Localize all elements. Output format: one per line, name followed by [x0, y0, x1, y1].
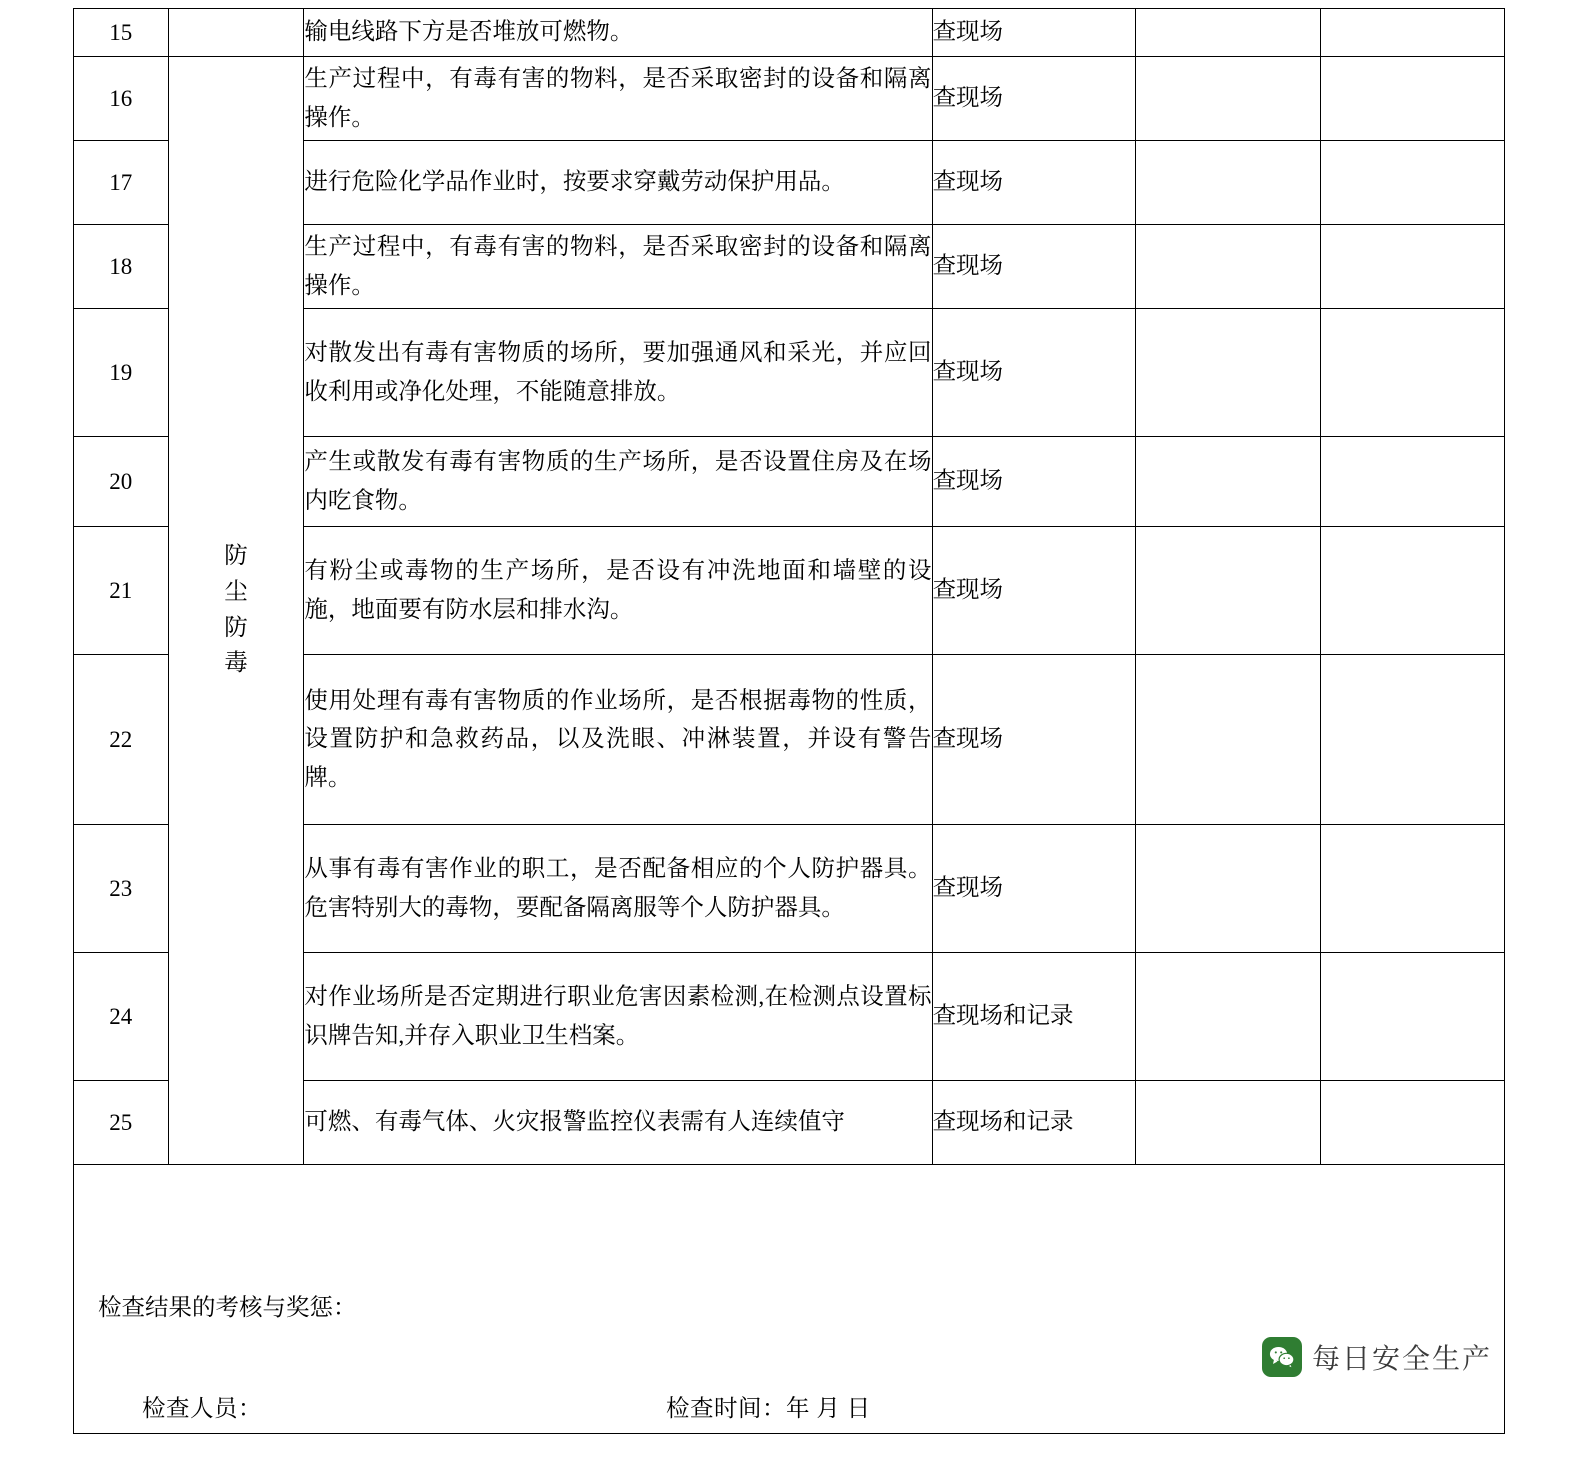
row-result-cell[interactable]	[1136, 527, 1320, 655]
row-result-cell[interactable]	[1136, 825, 1320, 953]
row-item-text: 生产过程中，有毒有害的物料，是否采取密封的设备和隔离操作。	[304, 57, 932, 141]
inspector-label[interactable]: 检查人员：	[142, 1396, 262, 1422]
row-item-text: 对散发出有毒有害物质的场所，要加强通风和采光，并应回收利用或净化处理，不能随意排放。	[304, 309, 932, 437]
row-method-text: 查现场	[932, 527, 1136, 655]
row-method-text: 查现场	[932, 9, 1136, 57]
assessment-section	[74, 1165, 1505, 1434]
footer-signature-row	[74, 1389, 1504, 1423]
table-row	[74, 9, 1505, 57]
row-method-text: 查现场	[932, 141, 1136, 225]
watermark	[1262, 1337, 1492, 1377]
row-number: 17	[74, 141, 169, 225]
row-method-text: 查现场	[932, 655, 1136, 825]
category-label: 防尘防毒	[224, 543, 248, 677]
row-method-text: 查现场和记录	[932, 953, 1136, 1081]
row-method-text: 查现场	[932, 825, 1136, 953]
row-result-cell[interactable]	[1136, 953, 1320, 1081]
row-method-text: 查现场	[932, 225, 1136, 309]
row-result-cell[interactable]	[1136, 141, 1320, 225]
row-result-cell[interactable]	[1136, 655, 1320, 825]
inspection-time-label[interactable]: 检查时间：年 月 日	[666, 1396, 871, 1422]
row-remark-cell[interactable]	[1320, 655, 1504, 825]
row-item-text: 进行危险化学品作业时，按要求穿戴劳动保护用品。	[304, 141, 932, 225]
row-number: 23	[74, 825, 169, 953]
table-row	[74, 57, 1505, 141]
row-remark-cell[interactable]	[1320, 141, 1504, 225]
row-remark-cell[interactable]	[1320, 57, 1504, 141]
row-item-text: 可燃、有毒气体、火灾报警监控仪表需有人连续值守	[304, 1081, 932, 1165]
row-number: 15	[74, 9, 169, 57]
row-number: 22	[74, 655, 169, 825]
row-number: 24	[74, 953, 169, 1081]
row-remark-cell[interactable]	[1320, 9, 1504, 57]
assessment-label: 检查结果的考核与奖惩：	[98, 1295, 357, 1321]
row-remark-cell[interactable]	[1320, 1081, 1504, 1165]
row-method-text: 查现场	[932, 309, 1136, 437]
row-result-cell[interactable]	[1136, 437, 1320, 527]
row-number: 20	[74, 437, 169, 527]
row-item-text: 生产过程中，有毒有害的物料，是否采取密封的设备和隔离操作。	[304, 225, 932, 309]
row-number: 19	[74, 309, 169, 437]
watermark-text: 每日安全生产	[1311, 1343, 1492, 1374]
row-remark-cell[interactable]	[1320, 309, 1504, 437]
category-cell-empty	[168, 9, 304, 57]
row-item-text: 从事有毒有害作业的职工，是否配备相应的个人防护器具。危害特别大的毒物，要配备隔离服等个人防护器具。	[304, 825, 932, 953]
row-remark-cell[interactable]	[1320, 225, 1504, 309]
row-result-cell[interactable]	[1136, 57, 1320, 141]
row-result-cell[interactable]	[1136, 1081, 1320, 1165]
row-remark-cell[interactable]	[1320, 437, 1504, 527]
row-method-text: 查现场	[932, 437, 1136, 527]
row-number: 21	[74, 527, 169, 655]
row-method-text: 查现场和记录	[932, 1081, 1136, 1165]
row-item-text: 对作业场所是否定期进行职业危害因素检测,在检测点设置标识牌告知,并存入职业卫生档案。	[304, 953, 932, 1081]
wechat-icon	[1262, 1337, 1302, 1377]
row-remark-cell[interactable]	[1320, 527, 1504, 655]
row-number: 25	[74, 1081, 169, 1165]
row-item-text: 使用处理有毒有害物质的作业场所，是否根据毒物的性质，设置防护和急救药品，以及洗眼、冲淋装置，并设有警告牌。	[304, 655, 932, 825]
footer-row	[74, 1165, 1505, 1434]
row-number: 16	[74, 57, 169, 141]
row-item-text: 产生或散发有毒有害物质的生产场所，是否设置住房及在场内吃食物。	[304, 437, 932, 527]
row-result-cell[interactable]	[1136, 9, 1320, 57]
category-cell	[168, 57, 304, 1165]
row-number: 18	[74, 225, 169, 309]
inspection-checklist-table	[73, 8, 1505, 1434]
row-remark-cell[interactable]	[1320, 953, 1504, 1081]
row-item-text: 输电线路下方是否堆放可燃物。	[304, 9, 932, 57]
row-result-cell[interactable]	[1136, 225, 1320, 309]
row-item-text: 有粉尘或毒物的生产场所，是否设有冲洗地面和墙壁的设施，地面要有防水层和排水沟。	[304, 527, 932, 655]
row-remark-cell[interactable]	[1320, 825, 1504, 953]
row-method-text: 查现场	[932, 57, 1136, 141]
row-result-cell[interactable]	[1136, 309, 1320, 437]
